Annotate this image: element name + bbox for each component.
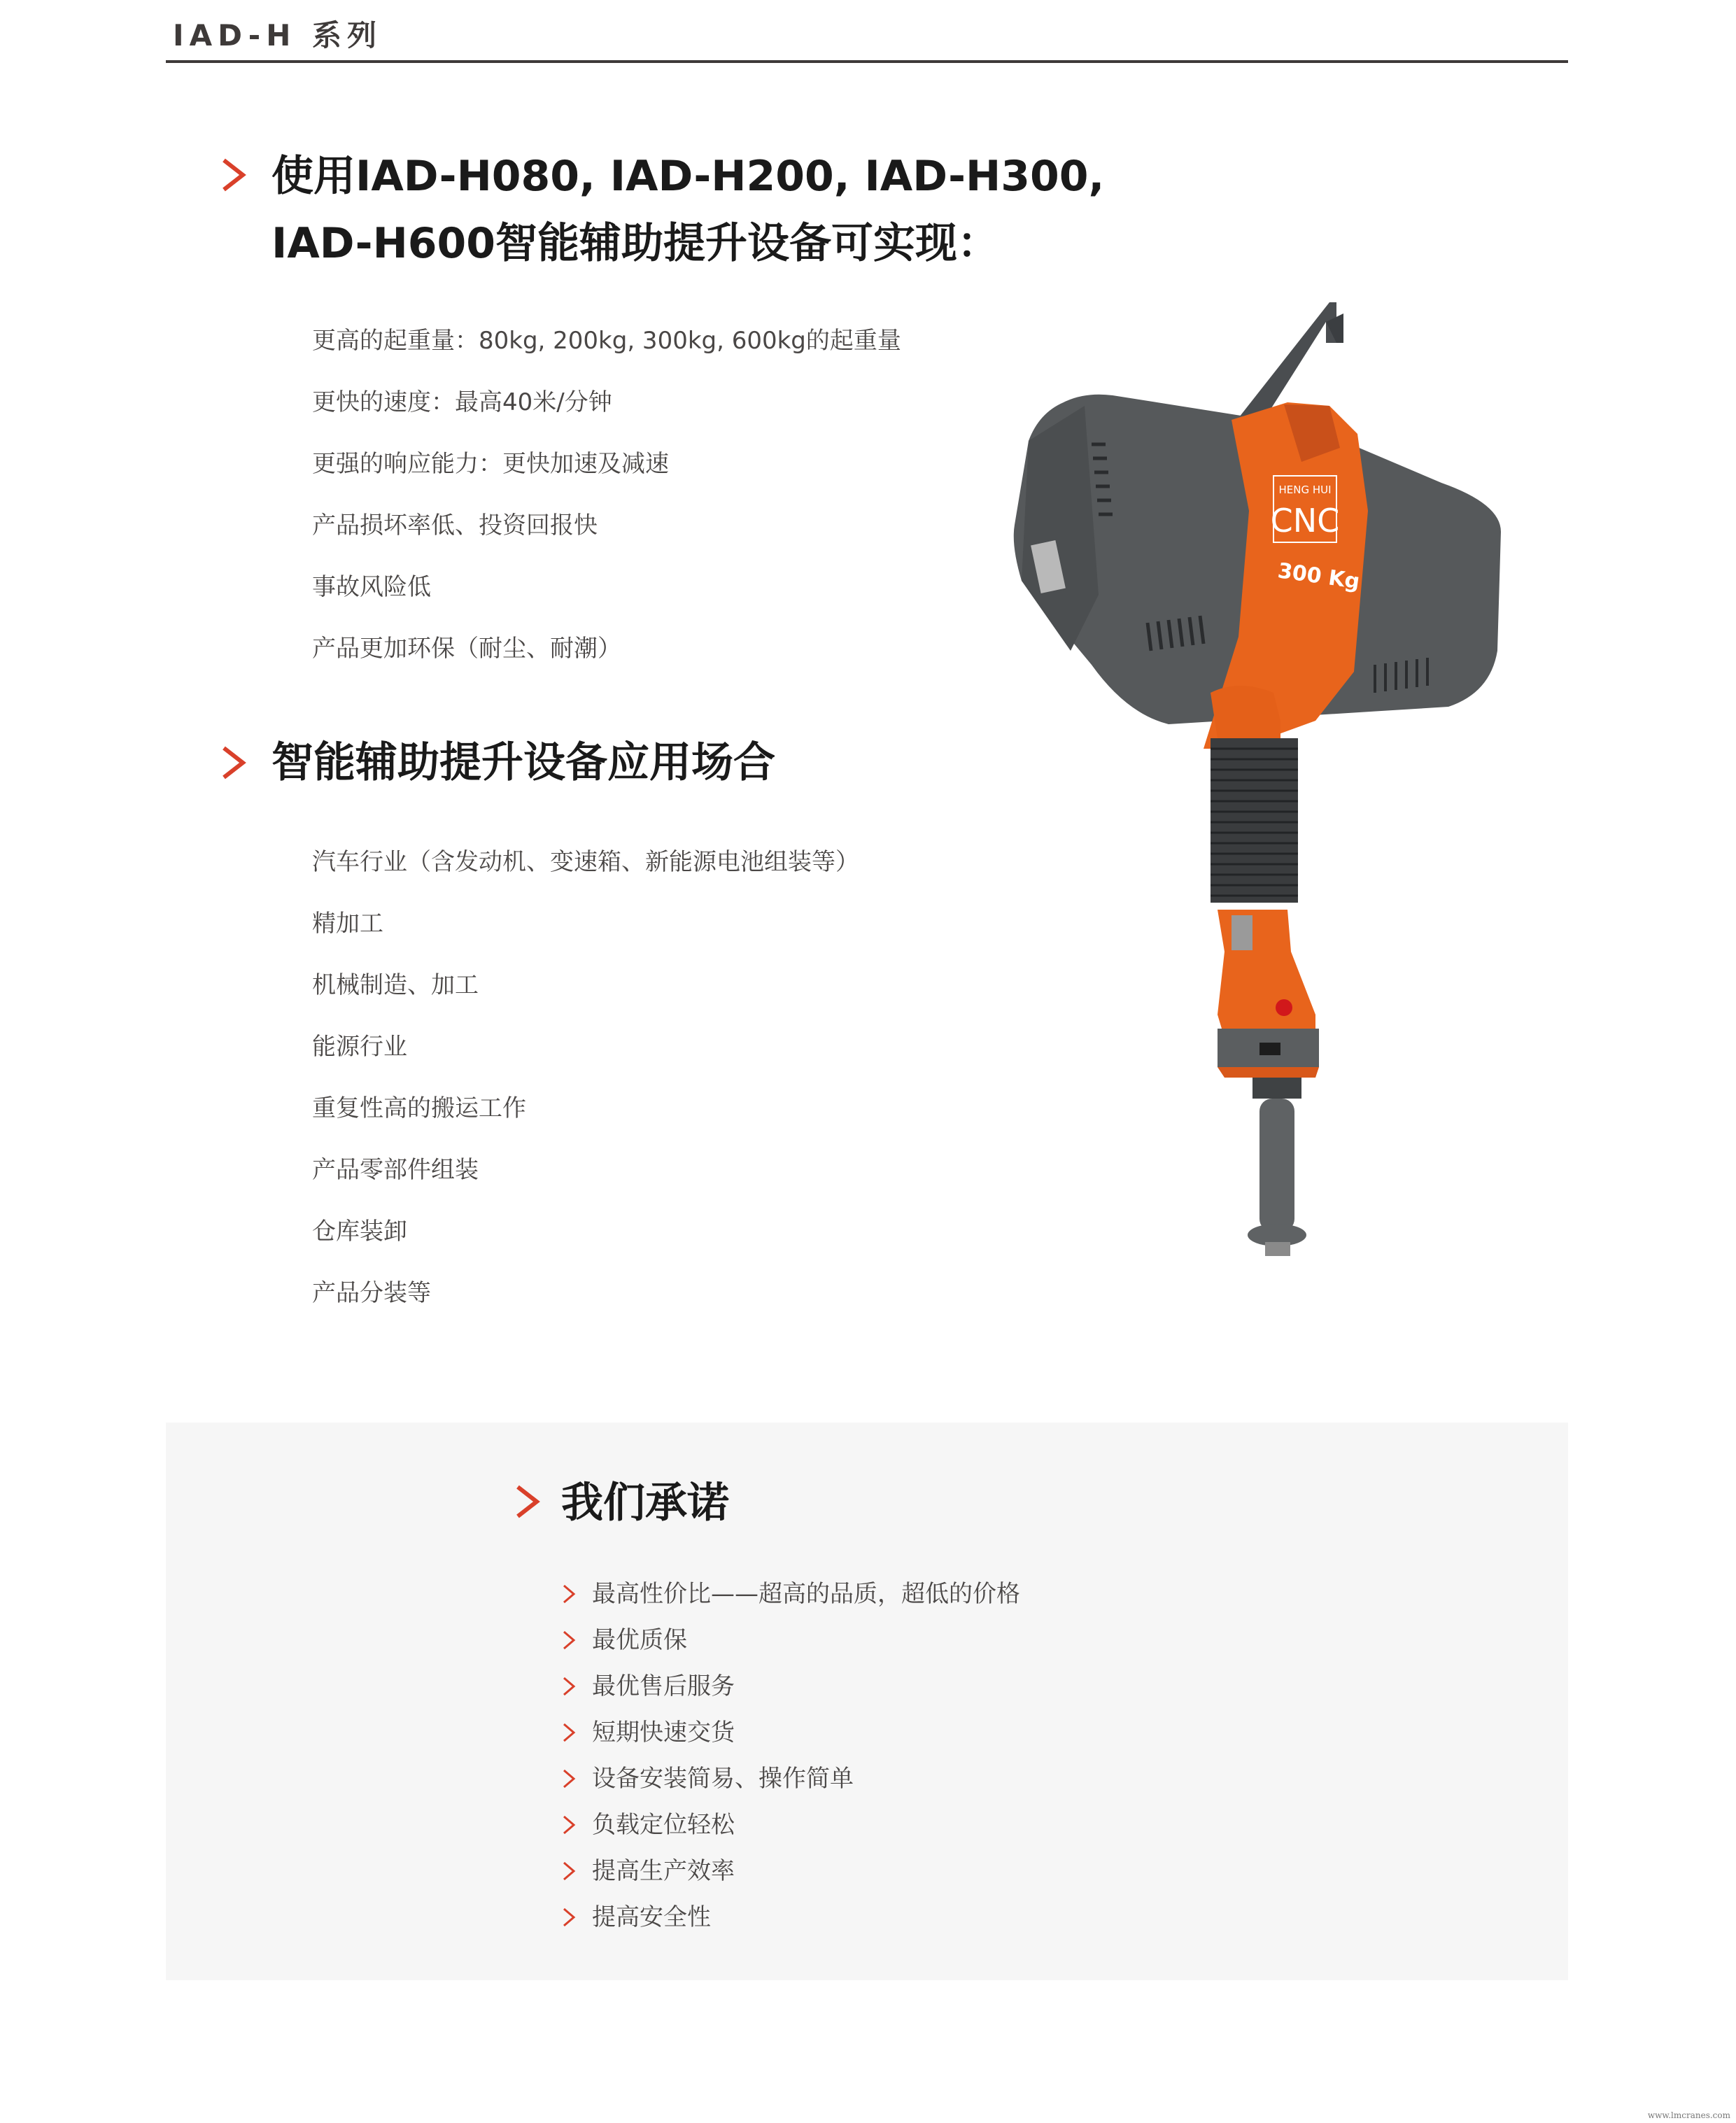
brand-logo-text: CNC: [1270, 502, 1340, 539]
list-item: [561, 1663, 1020, 1709]
chevron-right-icon: [221, 158, 246, 192]
chevron-right-icon: [561, 1584, 589, 1604]
list-item: 能源行业: [312, 1033, 407, 1061]
chevron-right-icon: [561, 1907, 589, 1928]
list-item: 仓库装卸: [312, 1218, 407, 1246]
list-item: 汽车行业（含发动机、变速箱、新能源电池组装等）: [312, 848, 859, 876]
applications-list: [312, 842, 859, 1334]
list-item: 事故风险低: [312, 573, 431, 601]
brand-text: HENG HUI: [1278, 484, 1332, 496]
list-item: 重复性高的搬运工作: [312, 1094, 526, 1122]
benefits-list: [312, 320, 901, 690]
list-item: [561, 1756, 1020, 1802]
chevron-right-icon: [561, 1814, 589, 1835]
list-item: 机械制造、加工: [312, 971, 479, 999]
list-item: [561, 1709, 1020, 1756]
list-item: [561, 1848, 1020, 1894]
list-item: 更快的速度：最高40米/分钟: [312, 388, 612, 416]
benefits-heading: [271, 143, 1251, 277]
promise-text: 短期快速交货: [592, 1719, 735, 1747]
list-item: 产品零部件组装: [312, 1156, 479, 1184]
top-divider: [166, 60, 1568, 63]
promise-text: 最优售后服务: [592, 1672, 735, 1700]
list-item: 精加工: [312, 910, 383, 938]
list-item: 产品分装等: [312, 1279, 431, 1307]
promise-text: 设备安装简易、操作简单: [592, 1765, 854, 1793]
promise-text: 最高性价比——超高的品质，超低的价格: [592, 1580, 1020, 1608]
promise-text: 最优质保: [592, 1626, 687, 1654]
list-item: [561, 1571, 1020, 1617]
list-item: 更高的起重量：80kg, 200kg, 300kg, 600kg的起重量: [312, 327, 901, 355]
chevron-right-icon: [561, 1676, 589, 1697]
chevron-right-icon: [561, 1768, 589, 1789]
list-item: 产品损坏率低、投资回报快: [312, 512, 598, 539]
promise-text: 负载定位轻松: [592, 1811, 735, 1839]
chevron-right-icon: [515, 1485, 540, 1518]
list-item: [561, 1894, 1020, 1940]
list-item: 产品更加环保（耐尘、耐潮）: [312, 635, 621, 663]
capacity-label: 300 Kg: [1276, 558, 1362, 595]
list-item: [561, 1617, 1020, 1663]
promise-text: 提高生产效率: [592, 1857, 735, 1885]
product-image-hoist: [1008, 301, 1511, 1316]
chevron-right-icon: [561, 1861, 589, 1882]
benefits-heading-line2: IAD-H600智能辅助提升设备可实现：: [271, 219, 1000, 268]
benefits-heading-line1: 使用IAD-H080, IAD-H200, IAD-H300,: [271, 152, 1105, 201]
chevron-right-icon: [561, 1630, 589, 1651]
chevron-right-icon: [221, 746, 246, 780]
promise-list: [561, 1571, 1020, 1940]
list-item: 更强的响应能力：更快加速及减速: [312, 450, 669, 478]
chevron-right-icon: [561, 1722, 589, 1743]
watermark: www.lmcranes.com: [1647, 2110, 1730, 2120]
applications-heading: 智能辅助提升设备应用场合: [271, 738, 775, 787]
list-item: [561, 1802, 1020, 1848]
series-title: IAD-H 系列: [173, 18, 382, 52]
promise-heading: 我们承诺: [561, 1479, 729, 1528]
promise-text: 提高安全性: [592, 1903, 711, 1931]
